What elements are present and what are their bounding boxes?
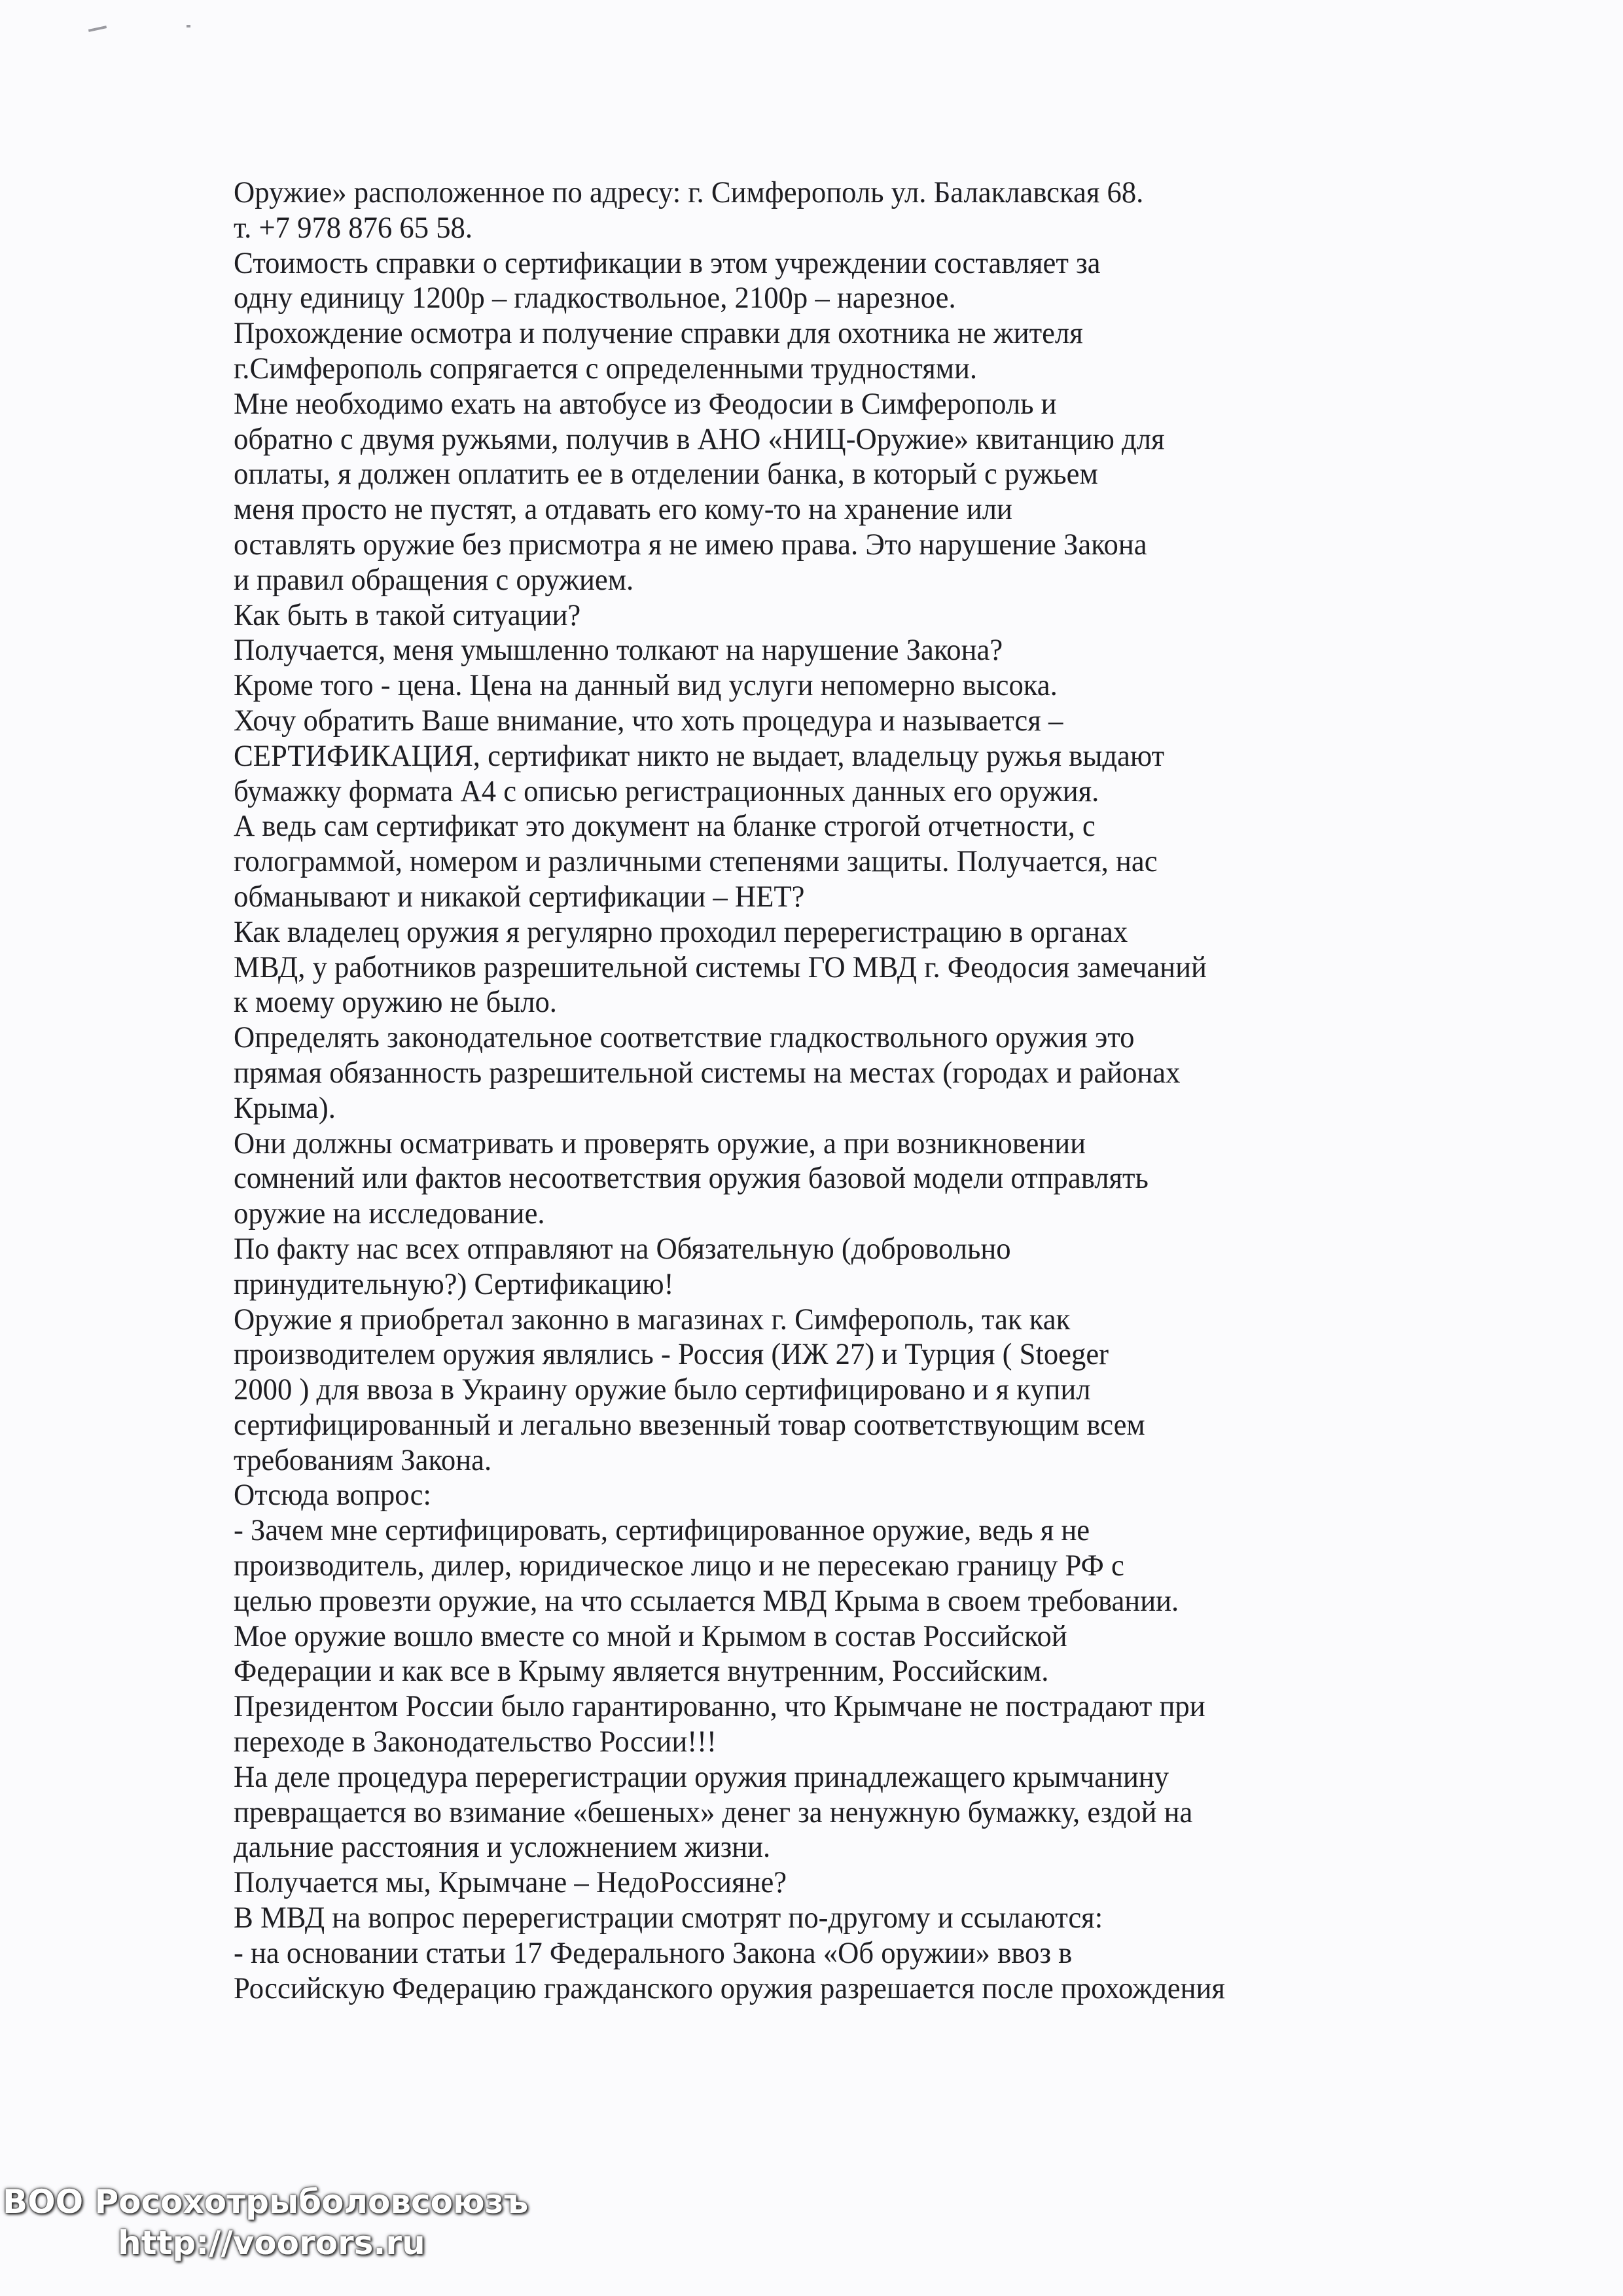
document-body — [234, 175, 1412, 2006]
text-line: требованиям Закона. — [234, 1443, 492, 1477]
text-line: Крыма). — [234, 1090, 336, 1125]
text-line: бумажку формата А4 с описью регистрационных данных его оружия. — [234, 774, 1099, 808]
text-line: Хочу обратить Ваше внимание, что хоть процедура и называется – — [234, 703, 1063, 738]
text-line: 2000 ) для ввоза в Украину оружие было сертифицировано и я купил — [234, 1372, 1091, 1407]
text-line: Прохождение осмотра и получение справки для охотника не жителя — [234, 316, 1083, 351]
text-line: В МВД на вопрос перерегистрации смотрят по-другому и ссылаются: — [234, 1901, 1103, 1935]
text-line: - Зачем мне сертифицировать, сертифицированное оружие, ведь я не — [234, 1513, 1090, 1548]
text-line: Мое оружие вошло вместе со мной и Крымом в состав Российской — [234, 1619, 1067, 1653]
text-line: По факту нас всех отправляют на Обязательную (добровольно — [234, 1231, 1011, 1266]
text-line: Как быть в такой ситуации? — [234, 598, 581, 632]
text-line: Как владелец оружия я регулярно проходил перерегистрацию в органах — [234, 914, 1128, 949]
text-line: Получается мы, Крымчане – НедоРоссияне? — [234, 1865, 787, 1900]
text-line: Оружие я приобретал законно в магазинах г. Симферополь, так как — [234, 1302, 1071, 1336]
text-line: Они должны осматривать и проверять оружие, а при возникновении — [234, 1126, 1086, 1160]
text-line: меня просто не пустят, а отдавать его кому-то на хранение или — [234, 492, 1012, 527]
text-line: Отсюда вопрос: — [234, 1478, 431, 1513]
text-line: и правил обращения с оружием. — [234, 562, 634, 597]
text-line: т. +7 978 876 65 58. — [234, 210, 473, 245]
text-line: оплаты, я должен оплатить ее в отделении банка, в который с ружьем — [234, 457, 1098, 492]
text-line: Оружие» расположенное по адресу: г. Симферополь ул. Балаклавская 68. — [234, 175, 1144, 209]
text-line: производителем оружия являлись - Россия (ИЖ 27) и Турция ( Stoeger — [234, 1337, 1109, 1372]
text-line: Российскую Федерацию гражданского оружия разрешается после прохождения — [234, 1971, 1225, 2005]
text-line: оставлять оружие без присмотра я не имею права. Это нарушение Закона — [234, 527, 1147, 562]
watermark-url: http://voorors.ru — [118, 2224, 425, 2262]
scan-artifact — [187, 25, 190, 27]
scan-artifact — [88, 26, 107, 32]
text-line: Президентом России было гарантированно, что Крымчане не пострадают при — [234, 1689, 1205, 1724]
text-line: На деле процедура перерегистрации оружия принадлежащего крымчанину — [234, 1759, 1169, 1794]
text-line: СЕРТИФИКАЦИЯ, сертификат никто не выдает, владельцу ружья выдают — [234, 738, 1165, 773]
text-line: Мне необходимо ехать на автобусе из Феодосии в Симферополь и — [234, 386, 1057, 421]
text-line: обратно с двумя ружьями, получив в АНО «НИЦ-Оружие» квитанцию для — [234, 422, 1165, 456]
text-line: переходе в Законодательство России!!! — [234, 1725, 717, 1759]
watermark-org: ВОО Росохотрыболовсоюзъ — [3, 2183, 529, 2221]
text-line: оружие на исследование. — [234, 1196, 545, 1231]
text-line: Кроме того - цена. Цена на данный вид услуги непомерно высока. — [234, 668, 1058, 703]
text-line: одну единицу 1200р – гладкоствольное, 2100р – нарезное. — [234, 281, 956, 315]
text-line: Стоимость справки о сертификации в этом учреждении составляет за — [234, 245, 1101, 280]
text-line: Федерации и как все в Крыму является внутренним, Российским. — [234, 1654, 1049, 1689]
text-line: г.Симферополь сопрягается с определенными трудностями. — [234, 351, 978, 386]
text-line: сомнений или фактов несоответствия оружия базовой модели отправлять — [234, 1161, 1149, 1196]
text-line: сертифицированный и легально ввезенный товар соответствующим всем — [234, 1407, 1145, 1442]
text-line: превращается во взимание «бешеных» денег за ненужную бумажку, ездой на — [234, 1795, 1193, 1829]
text-line: принудительную?) Сертификацию! — [234, 1266, 674, 1301]
text-line: дальние расстояния и усложнением жизни. — [234, 1830, 771, 1865]
text-line: голограммой, номером и различными степенями защиты. Получается, нас — [234, 844, 1158, 879]
text-line: - на основании статьи 17 Федерального Закона «Об оружии» ввоз в — [234, 1935, 1073, 1970]
text-line: целью провезти оружие, на что ссылается МВД Крыма в своем требовании. — [234, 1583, 1179, 1618]
text-line: Определять законодательное соответствие гладкоствольного оружия это — [234, 1020, 1135, 1055]
text-line: к моему оружию не было. — [234, 985, 557, 1020]
text-line: обманывают и никакой сертификации – НЕТ? — [234, 879, 805, 914]
text-line: прямая обязанность разрешительной системы на местах (городах и районах — [234, 1055, 1181, 1090]
text-line: МВД, у работников разрешительной системы ГО МВД г. Феодосия замечаний — [234, 950, 1207, 984]
text-line: производитель, дилер, юридическое лицо и не пересекаю границу РФ с — [234, 1549, 1124, 1583]
text-line: Получается, меня умышленно толкают на нарушение Закона? — [234, 633, 1003, 668]
text-line: А ведь сам сертификат это документ на бланке строгой отчетности, с — [234, 809, 1096, 844]
